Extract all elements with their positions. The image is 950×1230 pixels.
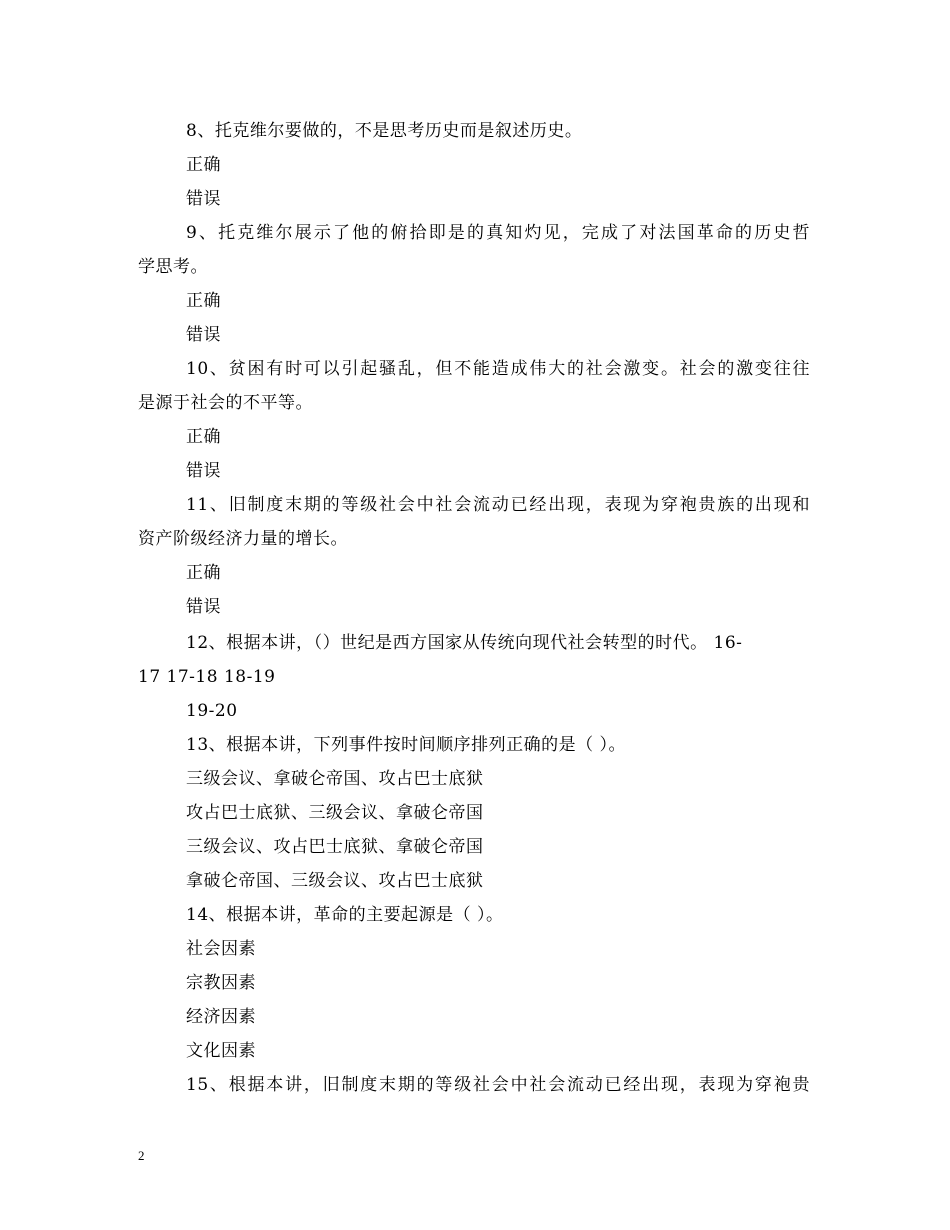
option-wrong: 错误 [186,189,221,209]
question-13-option-a: 三级会议、拿破仑帝国、攻占巴士底狱 [186,769,484,789]
page-number: 2 [138,1148,145,1163]
question-10-line-1: 10、贫困有时可以引起骚乱，但不能造成伟大的社会激变。社会的激变往往 [186,359,810,379]
option-wrong: 错误 [186,461,221,481]
question-11-line-2: 资产阶级经济力量的增长。 [138,529,348,549]
question-12-options-line-1: 17 17-18 18-19 [138,667,276,687]
option-correct: 正确 [186,563,221,583]
question-8: 8、托克维尔要做的，不是思考历史而是叙述历史。 [186,121,583,141]
question-12-options-line-2: 19-20 [186,701,238,721]
question-15-line-1: 15、根据本讲，旧制度末期的等级社会中社会流动已经出现，表现为穿袍贵 [186,1075,810,1095]
question-14-option-c: 经济因素 [186,1007,256,1027]
option-wrong: 错误 [186,597,221,617]
question-11-line-1: 11、旧制度末期的等级社会中社会流动已经出现，表现为穿袍贵族的出现和 [186,495,810,515]
option-correct: 正确 [186,291,221,311]
question-14-option-b: 宗教因素 [186,973,256,993]
question-13-option-b: 攻占巴士底狱、三级会议、拿破仑帝国 [186,803,484,823]
option-wrong: 错误 [186,325,221,345]
question-9-line-2: 学思考。 [138,257,208,277]
question-10-line-2: 是源于社会的不平等。 [138,393,313,413]
question-13: 13、根据本讲，下列事件按时间顺序排列正确的是（ ）。 [186,735,627,755]
question-9-line-1: 9、托克维尔展示了他的俯拾即是的真知灼见，完成了对法国革命的历史哲 [186,223,810,243]
option-correct: 正确 [186,155,221,175]
question-14-option-d: 文化因素 [186,1041,256,1061]
question-12-line-1: 12、根据本讲，（）世纪是西方国家从传统向现代社会转型的时代。 16- [186,633,743,653]
option-correct: 正确 [186,427,221,447]
question-13-option-d: 拿破仑帝国、三级会议、攻占巴士底狱 [186,871,484,891]
question-14: 14、根据本讲，革命的主要起源是（ ）。 [186,905,504,925]
question-13-option-c: 三级会议、攻占巴士底狱、拿破仑帝国 [186,837,484,857]
question-14-option-a: 社会因素 [186,939,256,959]
